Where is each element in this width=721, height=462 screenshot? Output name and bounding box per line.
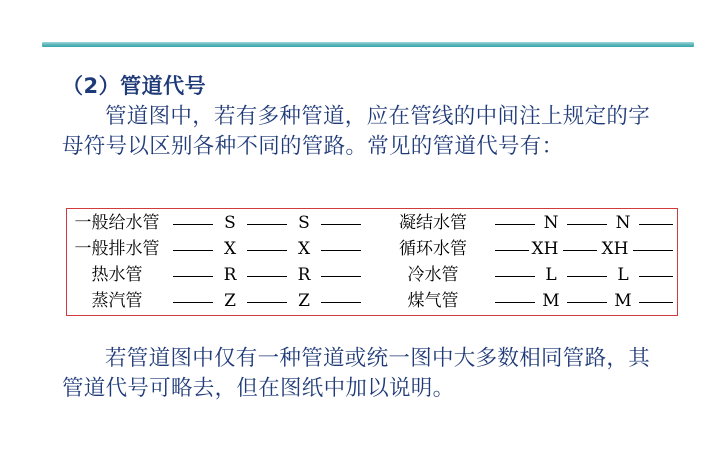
dash-line: [247, 224, 287, 225]
dash-line: [563, 250, 597, 251]
intro-paragraph: 管道图中，若有多种管道，应在管线的中间注上规定的字母符号以区别各种不同的管路。常见的管道代号有：: [62, 104, 651, 159]
pipe-code-table: [66, 208, 678, 316]
right-pipe-code-repeat: N: [615, 213, 631, 233]
left-pipe-code-repeat: X: [297, 239, 311, 259]
dash-line: [321, 276, 361, 277]
right-pipe-code: L: [545, 265, 557, 285]
table-row: [67, 210, 677, 237]
dash-line: [633, 250, 673, 251]
dash-line: [321, 224, 361, 225]
dash-line: [173, 302, 213, 303]
right-pipe-name: 冷水管: [407, 265, 459, 285]
right-pipe-name: 煤气管: [407, 291, 459, 311]
dash-line: [567, 302, 607, 303]
dash-line: [639, 276, 673, 277]
dash-line: [247, 250, 287, 251]
dash-line: [495, 276, 535, 277]
dash-line: [247, 302, 287, 303]
right-pipe-name: 凝结水管: [399, 213, 467, 233]
dash-line: [321, 250, 361, 251]
dash-line: [495, 250, 529, 251]
dash-line: [495, 224, 535, 225]
top-divider: [42, 42, 694, 47]
left-pipe-name: 热水管: [91, 265, 143, 285]
dash-line: [173, 276, 213, 277]
dash-line: [173, 224, 213, 225]
left-pipe-code: R: [223, 265, 237, 285]
table-row: [67, 262, 677, 289]
dash-line: [567, 224, 607, 225]
dash-line: [567, 276, 607, 277]
right-pipe-code-repeat: L: [617, 265, 629, 285]
dash-line: [247, 276, 287, 277]
table-row: [67, 288, 677, 315]
dash-line: [639, 224, 673, 225]
left-pipe-code-repeat: S: [298, 213, 310, 233]
right-pipe-code: M: [542, 291, 560, 311]
dash-line: [321, 302, 361, 303]
left-pipe-code: Z: [224, 291, 236, 311]
right-pipe-name: 循环水管: [399, 239, 467, 259]
dash-line: [495, 302, 535, 303]
right-pipe-code: XH: [531, 239, 559, 259]
left-pipe-name: 蒸汽管: [91, 291, 143, 311]
right-pipe-code-repeat: XH: [601, 239, 629, 259]
left-pipe-code-repeat: R: [297, 265, 311, 285]
left-pipe-name: 一般给水管: [74, 213, 160, 233]
left-pipe-code: X: [223, 239, 237, 259]
right-pipe-code: N: [543, 213, 559, 233]
left-pipe-name: 一般排水管: [74, 239, 160, 259]
dash-line: [639, 302, 673, 303]
left-pipe-code: S: [224, 213, 236, 233]
closing-paragraph: 若管道图中仅有一种管道或统一图中大多数相同管路，其管道代号可略去，但在图纸中加以说明。: [62, 346, 651, 401]
section-heading: （2）管道代号: [62, 74, 207, 98]
dash-line: [173, 250, 213, 251]
table-row: [67, 236, 677, 263]
left-pipe-code-repeat: Z: [298, 291, 310, 311]
right-pipe-code-repeat: M: [614, 291, 632, 311]
